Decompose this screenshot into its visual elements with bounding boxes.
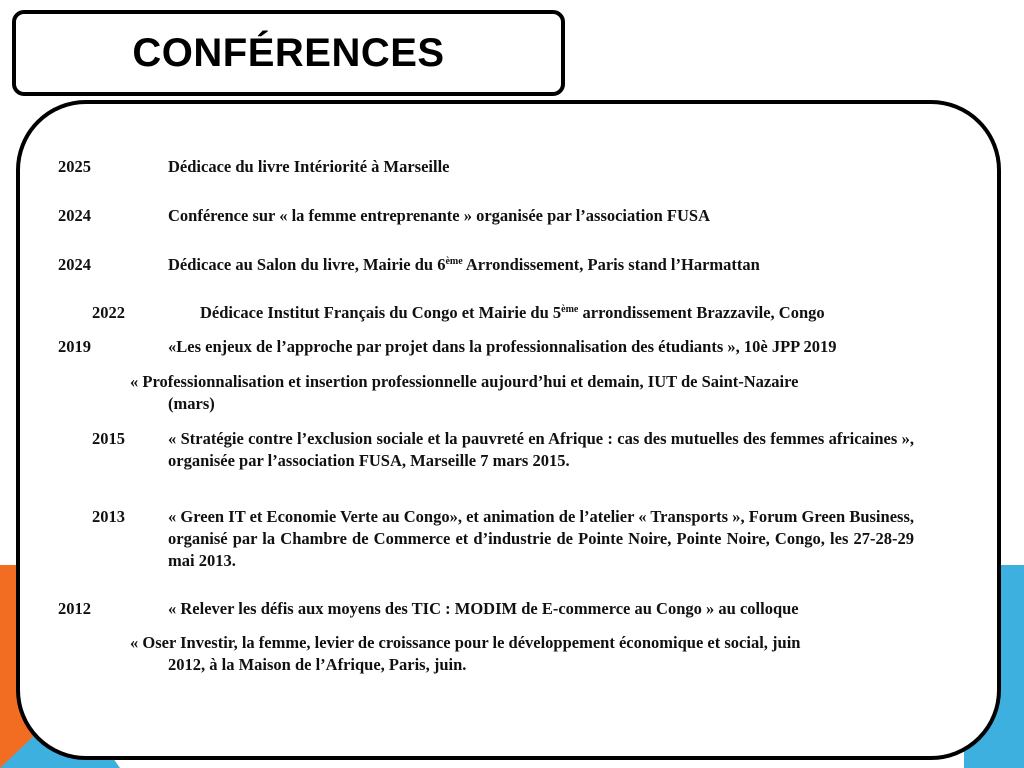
entry-text-part: Arrondissement, Paris stand l’Harmattan bbox=[462, 255, 760, 274]
entry-year: 2022 bbox=[92, 303, 125, 322]
entry-text-part: Dédicace Institut Français du Congo et Mairie du 5 bbox=[200, 303, 562, 322]
entry-text: Dédicace du livre Intériorité à Marseille bbox=[168, 157, 450, 176]
conference-entry bbox=[130, 371, 930, 415]
entry-year: 2019 bbox=[58, 337, 91, 356]
entry-year: 2024 bbox=[58, 206, 91, 225]
entry-year: 2015 bbox=[92, 429, 125, 448]
entry-text: Conférence sur « la femme entreprenante » organisée par l’association FUSA bbox=[168, 206, 710, 225]
entry-text-line: « Professionnalisation et insertion professionnelle aujourd’hui et demain, IUT de Saint-Nazaire bbox=[130, 372, 799, 391]
entry-text bbox=[200, 302, 825, 324]
conference-entry bbox=[130, 632, 930, 676]
entry-text-part: Dédicace au Salon du livre, Mairie du 6 bbox=[168, 255, 446, 274]
entry-text-part: arrondissement Brazzavile, Congo bbox=[578, 303, 825, 322]
title-box bbox=[12, 10, 565, 96]
entry-year: 2012 bbox=[58, 599, 91, 618]
entry-text bbox=[168, 254, 760, 276]
entry-text-line: (mars) bbox=[168, 394, 215, 413]
entry-text: « Relever les défis aux moyens des TIC : MODIM de E-commerce au Congo » au colloque bbox=[168, 599, 799, 618]
entry-text: «Les enjeux de l’approche par projet dans la professionnalisation des étudiants », 10è JPP 2019 bbox=[168, 337, 837, 356]
entry-text: « Stratégie contre l’exclusion sociale et la pauvreté en Afrique : cas des mutuelles des femmes africaines », organisée par l’association FUSA, Marseille 7 mars 2015. bbox=[168, 429, 914, 470]
entry-year: 2025 bbox=[58, 157, 91, 176]
entry-text-line: 2012, à la Maison de l’Afrique, Paris, juin. bbox=[168, 655, 467, 674]
entry-text-line: « Oser Investir, la femme, levier de croissance pour le développement économique et social, juin bbox=[130, 633, 801, 652]
entry-year: 2013 bbox=[92, 507, 125, 526]
entry-text: « Green IT et Economie Verte au Congo», et animation de l’atelier « Transports », Forum Green Business, organisé par la Chambre de Commerce et d’industrie de Pointe Noire, Pointe Noire, Congo, les 27-28-29 mai 2013. bbox=[168, 507, 914, 570]
entry-text-sup: ème bbox=[445, 256, 463, 267]
entry-text-sup: ème bbox=[561, 304, 579, 315]
entry-year: 2024 bbox=[58, 255, 91, 274]
page-title: CONFÉRENCES bbox=[132, 30, 445, 75]
